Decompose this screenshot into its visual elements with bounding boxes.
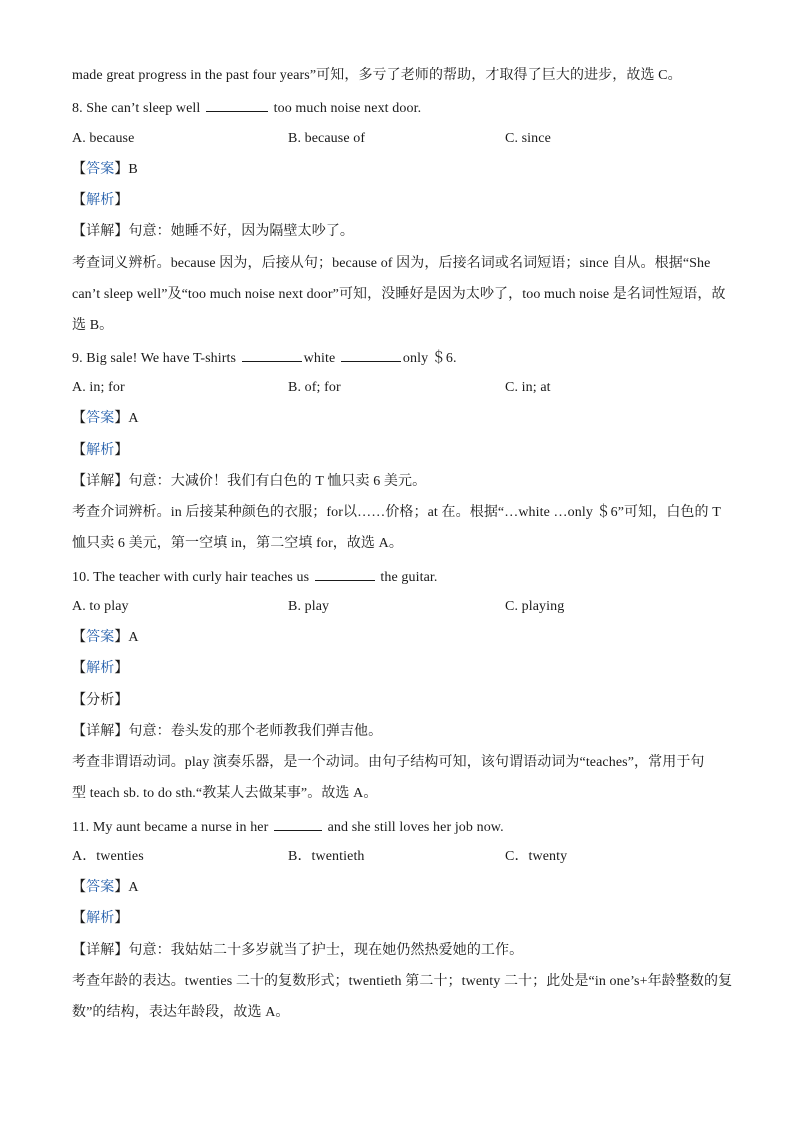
answer-blank (206, 97, 268, 112)
option-c: C．twenty (505, 849, 568, 864)
answer-line: 【答案】A (72, 880, 139, 895)
question-8-stem: 8. She can’t sleep well too much noise next door. (72, 97, 421, 119)
explanation-line: can’t sleep well”及“too much noise next door”可知，没睡好是因为太吵了，too much noise 是名词性短语，故 (72, 287, 726, 302)
explanation-line: 考查介词辨析。in 后接某种颜色的衣服；for以……价格；at 在。根据“…white …only ＄6”可知，白色的 T (72, 505, 721, 520)
answer-line: 【答案】A (72, 411, 139, 426)
detail-line: 【详解】句意：大减价！我们有白色的 T 恤只卖 6 美元。 (72, 474, 427, 489)
explanation-line: 选 B。 (72, 318, 114, 333)
explanation-line: 考查年龄的表达。twenties 二十的复数形式；twentieth 第二十；twenty 二十；此处是“in one’s+年龄整数的复 (72, 974, 733, 989)
explanation-line: 数”的结构，表达年龄段，故选 A。 (72, 1005, 290, 1020)
option-b: B. because of (288, 131, 366, 146)
option-b: B．twentieth (288, 849, 365, 864)
question-11-stem: 11. My aunt became a nurse in her and she still loves her job now. (72, 816, 504, 838)
detail-line: 【详解】句意：我姑姑二十多岁就当了护士，现在她仍然热爱她的工作。 (72, 943, 524, 958)
explanation-line: 考查词义辨析。because 因为，后接从句；because of 因为，后接名词或名词短语；since 自从。根据“She (72, 256, 711, 271)
detail-line: 【详解】句意：她睡不好，因为隔壁太吵了。 (72, 224, 355, 239)
option-b: B. play (288, 599, 330, 614)
answer-blank (315, 566, 375, 581)
option-c: C. playing (505, 599, 565, 614)
option-c: C. since (505, 131, 551, 146)
answer-blank (341, 347, 401, 362)
analysis-heading: 【解析】 (72, 443, 129, 458)
option-a: A. in; for (72, 380, 125, 395)
answer-line: 【答案】B (72, 162, 138, 177)
answer-blank (242, 347, 302, 362)
answer-blank (274, 816, 322, 831)
question-9-stem: 9. Big sale! We have T-shirts white only ＄6. (72, 347, 457, 369)
continuation-line: made great progress in the past four years”可知，多亏了老师的帮助，才取得了巨大的进步，故选 C。 (72, 68, 682, 83)
option-a: A. because (72, 131, 135, 146)
analysis-heading: 【解析】 (72, 661, 129, 676)
detail-line: 【详解】句意：卷头发的那个老师教我们弹吉他。 (72, 724, 383, 739)
question-10-stem: 10. The teacher with curly hair teaches us the guitar. (72, 566, 438, 588)
answer-line: 【答案】A (72, 630, 139, 645)
explanation-line: 型 teach sb. to do sth.“教某人去做某事”。故选 A。 (72, 786, 378, 801)
fenxi-heading: 【分析】 (72, 693, 129, 708)
option-c: C. in; at (505, 380, 551, 395)
option-a: A. to play (72, 599, 129, 614)
option-a: A．twenties (72, 849, 144, 864)
analysis-heading: 【解析】 (72, 193, 129, 208)
analysis-heading: 【解析】 (72, 911, 129, 926)
option-b: B. of; for (288, 380, 341, 395)
explanation-line: 考查非谓语动词。play 演奏乐器，是一个动词。由句子结构可知，该句谓语动词为“teaches”，常用于句 (72, 755, 705, 770)
explanation-line: 恤只卖 6 美元，第一空填 in，第二空填 for，故选 A。 (72, 536, 403, 551)
